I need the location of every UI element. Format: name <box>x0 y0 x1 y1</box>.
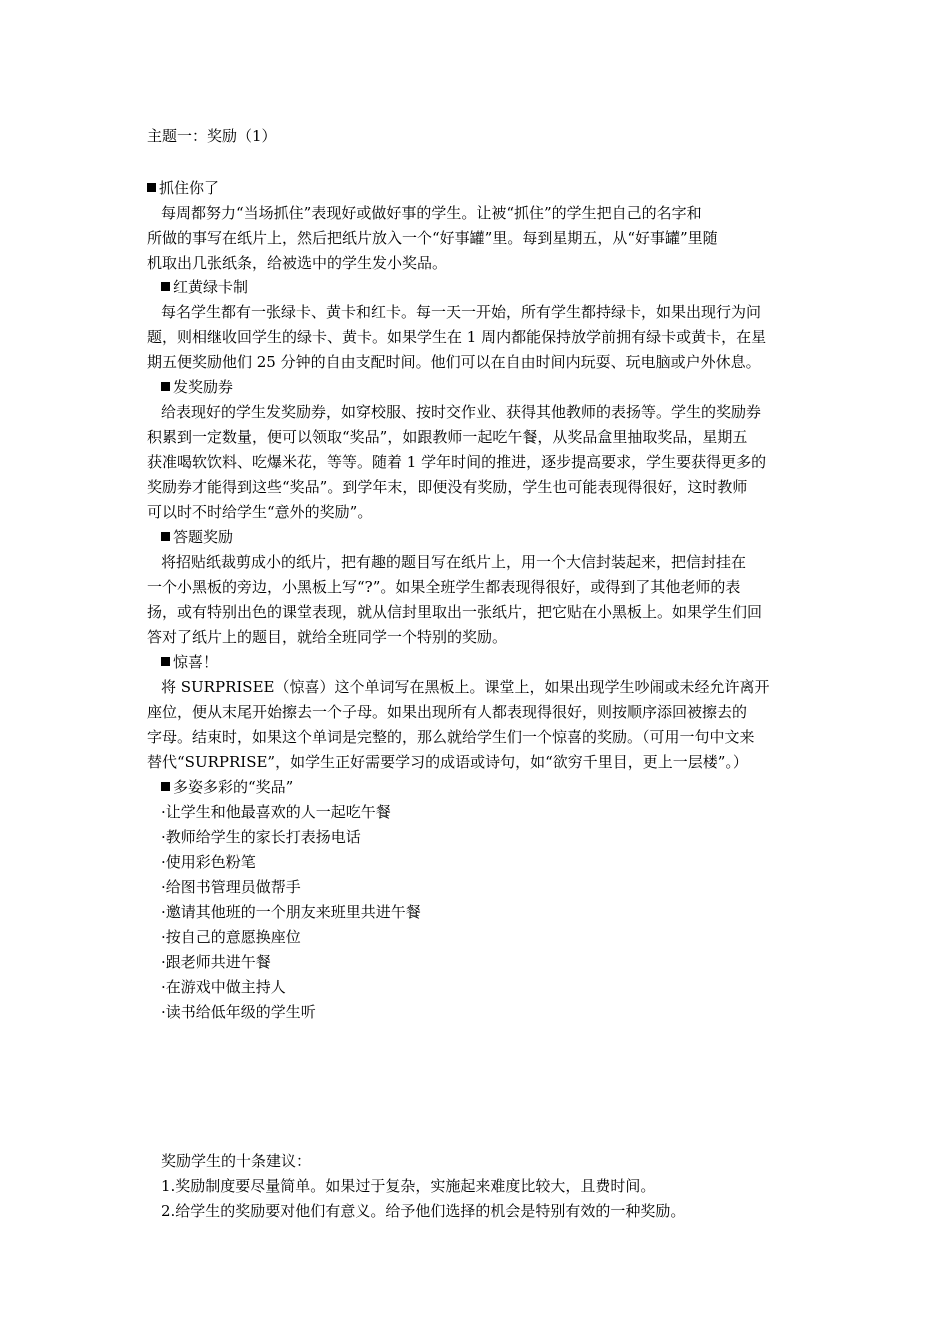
section-heading <box>147 178 219 198</box>
square-bullet-icon <box>161 657 170 666</box>
list-item: ·教师给学生的家长打表扬电话 <box>161 828 361 846</box>
paragraph-line: 可以时不时给学生“意外的奖励”。 <box>147 503 373 521</box>
list-item: ·按自己的意愿换座位 <box>161 928 301 946</box>
advice-heading: 奖励学生的十条建议： <box>161 1152 312 1170</box>
square-bullet-icon <box>147 183 156 192</box>
section-heading <box>161 527 233 547</box>
paragraph-line: 机取出几张纸条，给被选中的学生发小奖品。 <box>147 254 448 272</box>
section-heading <box>161 277 248 297</box>
list-item: ·读书给低年级的学生听 <box>161 1003 316 1021</box>
paragraph-line: 一个小黑板的旁边，小黑板上写“?”。如果全班学生都表现得很好，或得到了其他老师的表 <box>147 578 741 596</box>
paragraph-line: 奖励券才能得到这些“奖品”。到学年末，即便没有奖励，学生也可能表现得很好，这时教师 <box>147 478 748 496</box>
paragraph-line: 所做的事写在纸片上，然后把纸片放入一个“好事罐”里。每到星期五，从“好事罐”里随 <box>147 229 718 247</box>
section-heading <box>161 777 293 797</box>
list-item: ·使用彩色粉笔 <box>161 853 256 871</box>
list-item: ·给图书管理员做帮手 <box>161 878 301 896</box>
paragraph-line: 获准喝软饮料、吃爆米花，等等。随着 1 学年时间的推进，逐步提高要求，学生要获得更多的 <box>147 453 767 471</box>
paragraph-line: 替代“SURPRISE”，如学生正好需要学习的成语或诗句，如“欲穷千里目，更上一层楼”。） <box>147 753 748 771</box>
section-heading-text: 红黄绿卡制 <box>173 278 249 296</box>
square-bullet-icon <box>161 382 170 391</box>
advice-item: 1.奖励制度要尽量简单。如果过于复杂，实施起来难度比较大，且费时间。 <box>161 1177 656 1195</box>
paragraph-line: 每周都努力“当场抓住”表现好或做好事的学生。让被“抓住”的学生把自己的名字和 <box>161 204 702 222</box>
section-heading-text: 发奖励券 <box>173 378 234 396</box>
paragraph-line: 将招贴纸裁剪成小的纸片，把有趣的题目写在纸片上，用一个大信封装起来，把信封挂在 <box>161 553 747 571</box>
paragraph-line: 题，则相继收回学生的绿卡、黄卡。如果学生在 1 周内都能保持放学前拥有绿卡或黄卡，在星 <box>147 328 767 346</box>
list-item: ·邀请其他班的一个朋友来班里共进午餐 <box>161 903 421 921</box>
paragraph-line: 每名学生都有一张绿卡、黄卡和红卡。每一天一开始，所有学生都持绿卡，如果出现行为问 <box>161 303 762 321</box>
square-bullet-icon <box>161 532 170 541</box>
section-heading <box>161 652 218 672</box>
paragraph-line: 扬，或有特别出色的课堂表现，就从信封里取出一张纸片，把它贴在小黑板上。如果学生们回 <box>147 603 763 621</box>
paragraph-line: 答对了纸片上的题目，就给全班同学一个特别的奖励。 <box>147 628 508 646</box>
paragraph-line: 给表现好的学生发奖励券，如穿校服、按时交作业、获得其他教师的表扬等。学生的奖励券 <box>161 403 762 421</box>
paragraph-line: 座位，便从末尾开始擦去一个子母。如果出现所有人都表现得很好，则按顺序添回被擦去的 <box>147 703 748 721</box>
list-item: ·在游戏中做主持人 <box>161 978 286 996</box>
paragraph-line: 积累到一定数量，便可以领取“奖品”，如跟教师一起吃午餐，从奖品盒里抽取奖品，星期五 <box>147 428 748 446</box>
paragraph-line: 将 SURPRISEE（惊喜）这个单词写在黑板上。课堂上，如果出现学生吵闹或未经允许离开 <box>161 678 770 696</box>
section-heading-text: 抓住你了 <box>159 179 220 197</box>
advice-item: 2.给学生的奖励要对他们有意义。给予他们选择的机会是特别有效的一种奖励。 <box>161 1202 686 1220</box>
list-item: ·跟老师共进午餐 <box>161 953 271 971</box>
section-heading-text: 多姿多彩的“奖品” <box>173 778 294 796</box>
paragraph-line: 字母。结束时，如果这个单词是完整的，那么就给学生们一个惊喜的奖励。（可用一句中文来 <box>147 728 755 746</box>
section-heading <box>161 377 233 397</box>
section-heading-text: 答题奖励 <box>173 528 234 546</box>
page-title: 主题一：奖励（1） <box>147 127 277 145</box>
paragraph-line: 期五便奖励他们 25 分钟的自由支配时间。他们可以在自由时间内玩耍、玩电脑或户外休息。 <box>147 353 761 371</box>
square-bullet-icon <box>161 782 170 791</box>
section-heading-text: 惊喜！ <box>173 653 219 671</box>
square-bullet-icon <box>161 282 170 291</box>
list-item: ·让学生和他最喜欢的人一起吃午餐 <box>161 803 391 821</box>
